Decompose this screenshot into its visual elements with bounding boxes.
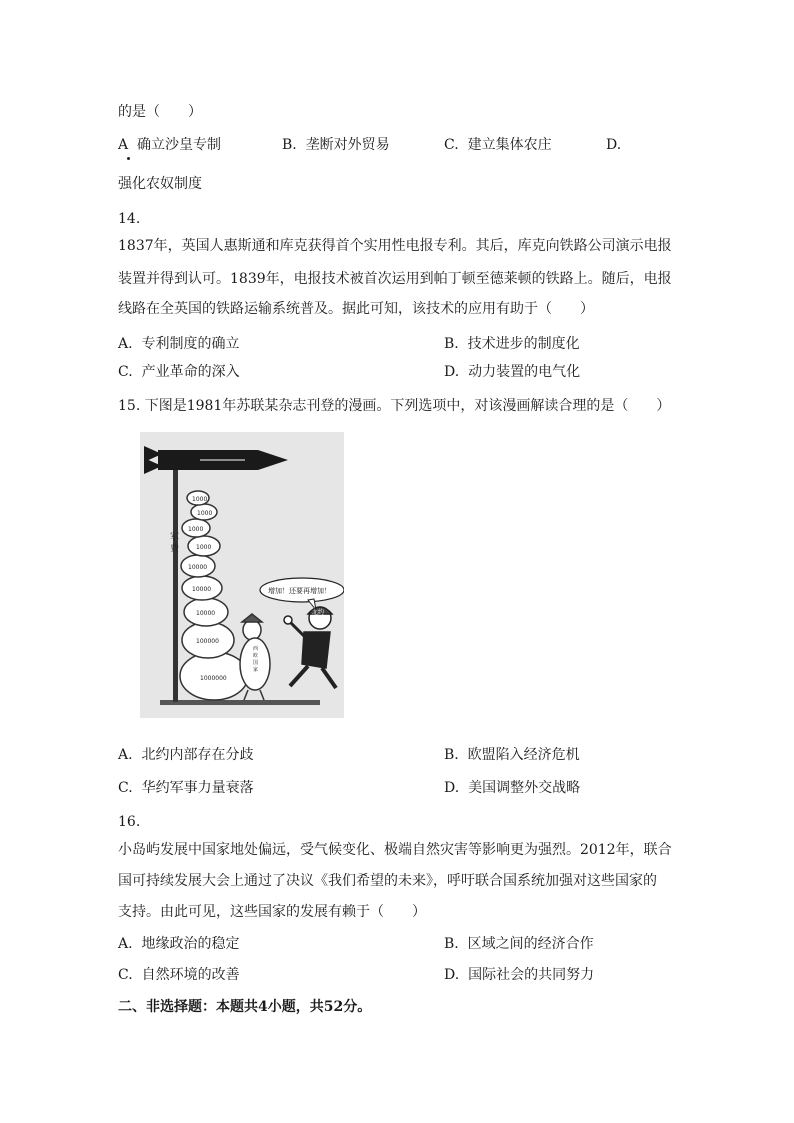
- option-letter: C.: [118, 780, 133, 796]
- option-text: 地缘政治的稳定: [141, 936, 240, 952]
- q14-stem-line-3: 线路在全英国的铁路运输系统普及。据此可知，该技术的应用有助于（ ）: [118, 301, 594, 317]
- option-letter: D.: [444, 780, 460, 796]
- q16-option-c: [118, 965, 240, 985]
- q13-stem-end: 的是（ ）: [118, 104, 202, 120]
- q16-number: 16.: [118, 814, 141, 830]
- q14-option-a: [118, 334, 239, 354]
- q15-option-b: [444, 745, 580, 765]
- option-text: 国际社会的共同努力: [468, 967, 595, 983]
- pole-label-text: 军费: [170, 533, 180, 554]
- option-text: 欧盟陷入经济危机: [467, 747, 580, 763]
- bag-label: 1000: [197, 510, 213, 517]
- q13-option-c: [444, 135, 552, 155]
- cartoon-image: [140, 432, 344, 718]
- option-text: 产业革命的深入: [141, 364, 240, 380]
- option-letter: A.: [118, 936, 133, 952]
- option-letter: C.: [118, 364, 133, 380]
- q14-option-b: [444, 334, 580, 354]
- q15-option-c: [118, 778, 254, 798]
- option-text: 建立集体农庄: [467, 137, 552, 153]
- q16-option-a: [118, 934, 239, 954]
- cartoon-illustration: [140, 432, 344, 718]
- bag-label: 100000: [196, 638, 219, 645]
- q14-stem-line-1: 1837年，英国人惠斯通和库克获得首个实用性电报专利。其后，库克向铁路公司演示电报: [118, 238, 672, 254]
- option-letter: B.: [444, 336, 459, 352]
- person-label-text: 西欧国家: [253, 646, 259, 673]
- option-text: 自然环境的改善: [141, 967, 240, 983]
- bag-label: 10000: [192, 586, 212, 593]
- option-letter: B.: [444, 936, 459, 952]
- option-text: 技术进步的制度化: [467, 336, 580, 352]
- q13-option-d-letter: D.: [606, 137, 622, 153]
- q14-number: 14.: [118, 211, 141, 227]
- option-text: 专利制度的确立: [141, 336, 240, 352]
- q13-option-b: [282, 135, 390, 155]
- bag-label: 1000000: [200, 675, 227, 682]
- option-letter: A.: [118, 336, 133, 352]
- option-letter: C.: [118, 967, 133, 983]
- option-text: 北约内部存在分歧: [141, 747, 254, 763]
- q16-option-d: [444, 965, 594, 985]
- q16-stem-line-3: 支持。由此可见，这些国家的发展有赖于（ ）: [118, 904, 426, 920]
- q16-stem-line-2: 国可持续发展大会上通过了决议《我们希望的未来》，呼吁联合国系统加强对这些国家的: [118, 873, 657, 889]
- q14-option-d: [444, 362, 580, 382]
- bag-label: 10000: [188, 564, 208, 571]
- q15-stem: 15. 下图是1981年苏联某杂志刊登的漫画。下列选项中，对该漫画解读合理的是（ ）: [118, 398, 671, 414]
- option-letter: A.: [118, 747, 133, 763]
- q13-option-a: [118, 135, 221, 155]
- bag-label: 10000: [196, 610, 216, 617]
- q15-option-a: [118, 745, 253, 765]
- q16-option-b: [444, 934, 594, 954]
- speech-text: 增加！还要再增加！: [268, 587, 331, 595]
- option-text: 区域之间的经济合作: [467, 936, 594, 952]
- option-text: 垄断对外贸易: [305, 137, 390, 153]
- option-text: 美国调整外交战略: [468, 780, 581, 796]
- option-letter: D.: [444, 967, 460, 983]
- option-letter: C.: [444, 137, 459, 153]
- option-letter: B.: [282, 137, 297, 153]
- option-letter: A: [118, 137, 129, 153]
- helmet-label: 北约: [312, 609, 325, 616]
- option-text: 确立沙皇专制: [137, 137, 222, 153]
- q16-stem-line-1: 小岛屿发展中国家地处偏远，受气候变化、极端自然灾害等影响更为强烈。2012年，联合: [118, 842, 672, 858]
- q15-option-d: [444, 778, 580, 798]
- bag-label: 1000: [188, 526, 204, 533]
- q13-option-d-text: 强化农奴制度: [118, 176, 202, 192]
- section-heading: 二、非选择题：本题共4小题，共52分。: [118, 999, 372, 1015]
- bag-label: 1000: [192, 496, 208, 503]
- option-text: 华约军事力量衰落: [141, 780, 254, 796]
- option-letter: B.: [444, 747, 459, 763]
- option-text: 动力装置的电气化: [468, 364, 581, 380]
- bag-label: 1000: [196, 544, 212, 551]
- q14-stem-line-2: 装置并得到认可。1839年，电报技术被首次运用到帕丁顿至德莱顿的铁路上。随后，电报: [118, 271, 672, 287]
- emphasis-dot: [127, 157, 130, 160]
- option-letter: D.: [444, 364, 460, 380]
- q14-option-c: [118, 362, 240, 382]
